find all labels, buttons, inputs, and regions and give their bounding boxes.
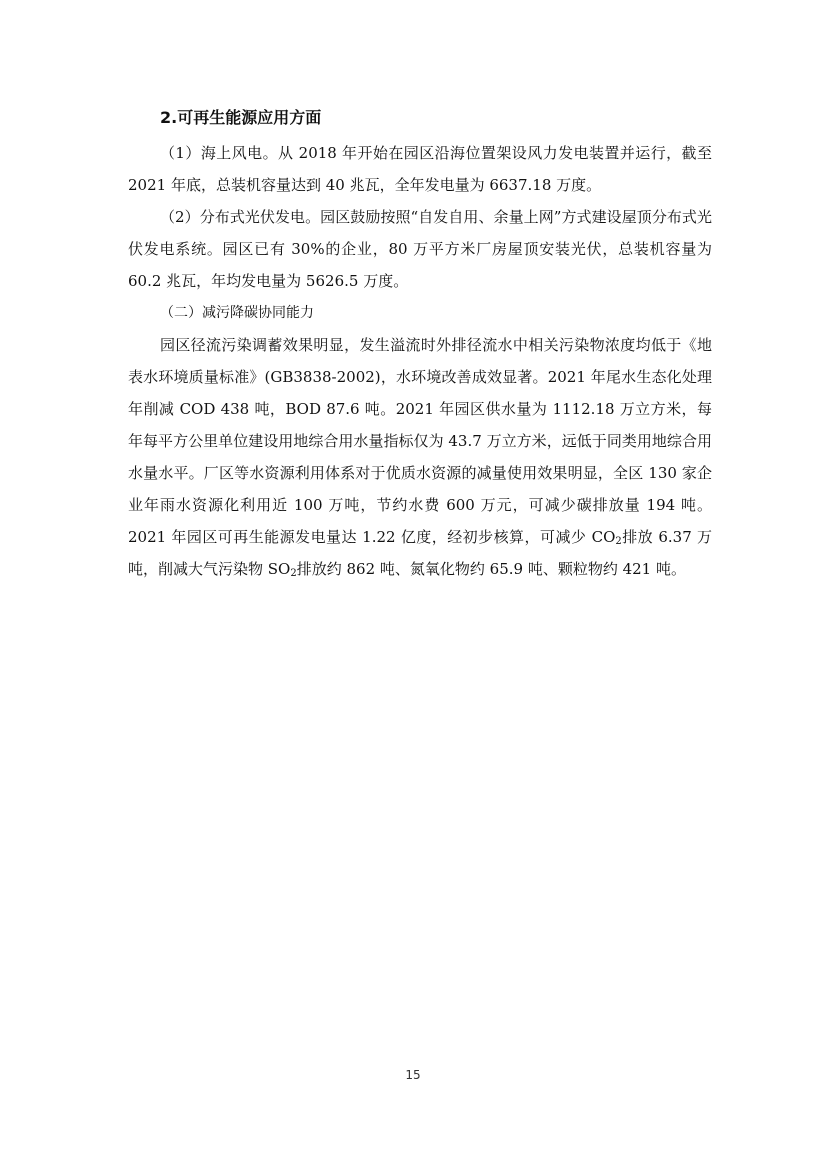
paragraph-text-part-2: 排放 6.37 万吨，削减大气污染物 SO (128, 528, 712, 578)
paragraph-pollution-carbon-synergy (128, 329, 712, 585)
co2-subscript: 2 (615, 536, 622, 547)
page-number: 15 (405, 1068, 421, 1082)
paragraph-offshore-wind: （1）海上风电。从 2018 年开始在园区沿海位置架设风力发电装置并运行，截至 2021 年底，总装机容量达到 40 兆瓦，全年发电量为 6637.18 万度。 (128, 144, 712, 194)
page-content (128, 104, 712, 585)
paragraph-text-part-3: 排放约 862 吨、氮氧化物约 65.9 吨、颗粒物约 421 吨。 (296, 560, 686, 578)
paragraph-text-part-1: 园区径流污染调蓄效果明显，发生溢流时外排径流水中相关污染物浓度均低于《地表水环境质量标准》(GB3838-2002)，水环境改善成效显著。2021 年尾水生态化处理年削减 COD 438 吨，BOD 87.6 吨。2021 年园区供水量为 1112.18 万立方米，每年每平方公里单位建设用地综合用水量指标仅为 43.7 万立方米，远低于同类用地综合用水量水平。厂区等水资源利用体系对于优质水资源的减量使用效果明显，全区 130 家企业年雨水资源化利用近 100 万吨，节约水费 600 万元，可减少碳排放量 194 吨。2021 年园区可再生能源发电量达 1.22 亿度，经初步核算，可减少 CO (128, 336, 712, 546)
subsection-heading-pollution-carbon-synergy: （二）减污降碳协同能力 (160, 305, 314, 321)
paragraph-distributed-pv: （2）分布式光伏发电。园区鼓励按照“自发自用、余量上网”方式建设屋顶分布式光伏发电系统。园区已有 30%的企业，80 万平方米厂房屋顶安装光伏，总装机容量为 60.2 兆瓦，年均发电量为 5626.5 万度。 (128, 208, 712, 290)
section-heading-renewable-energy: 2.可再生能源应用方面 (160, 108, 322, 127)
so2-subscript: 2 (290, 568, 297, 579)
